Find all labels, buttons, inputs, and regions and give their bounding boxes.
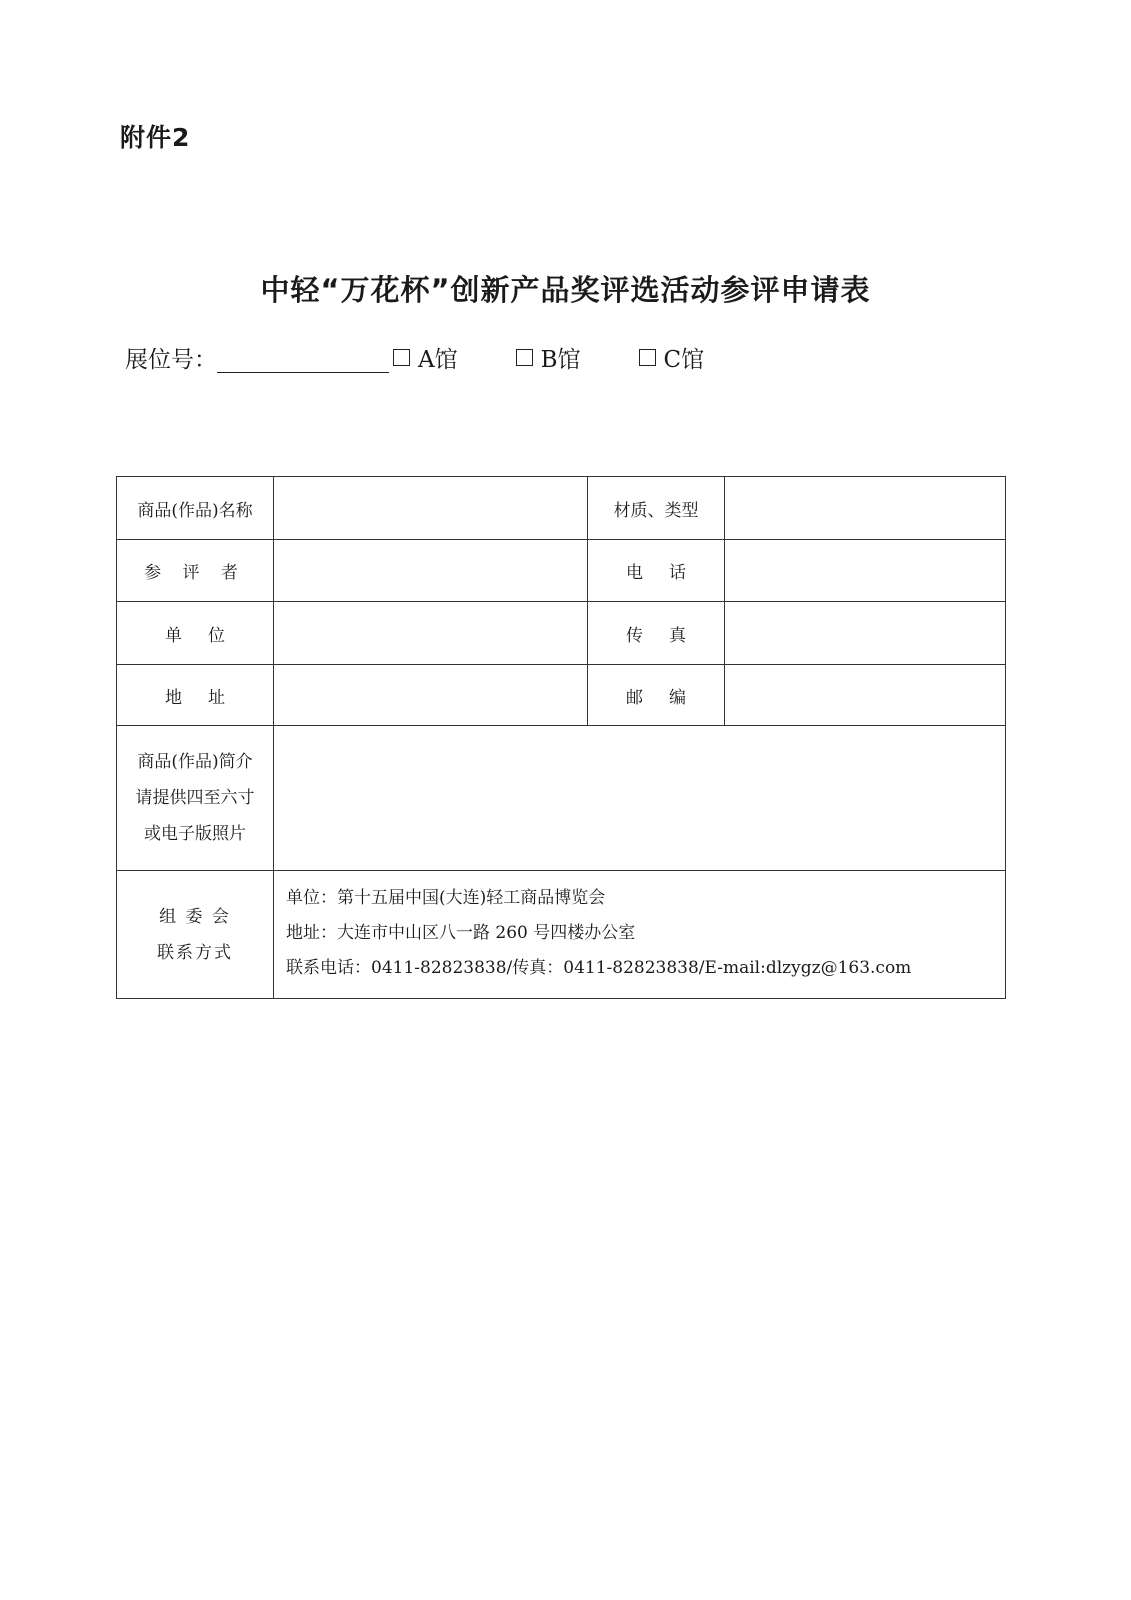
table-row — [117, 540, 1006, 602]
table-row — [117, 665, 1006, 726]
postcode-label: 邮编 — [588, 665, 725, 726]
phone-field[interactable] — [725, 540, 1006, 602]
committee-label-line: 组 委 会 — [159, 906, 231, 927]
committee-label — [117, 871, 274, 999]
contact-address: 地址：大连市中山区八一路 260 号四楼办公室 — [286, 923, 636, 943]
application-form-table — [116, 476, 1006, 999]
contact-info — [274, 871, 1006, 999]
booth-row — [125, 340, 704, 374]
table-row — [117, 871, 1006, 999]
committee-label-line: 联系方式 — [157, 942, 233, 963]
table-row — [117, 477, 1006, 540]
booth-label: 展位号： — [125, 346, 217, 373]
booth-number-field[interactable] — [217, 342, 389, 373]
attachment-label: 附件2 — [120, 123, 191, 152]
product-name-label: 商品(作品)名称 — [117, 477, 274, 540]
product-name-field[interactable] — [274, 477, 588, 540]
fax-field[interactable] — [725, 602, 1006, 665]
hall-c-checkbox[interactable] — [639, 349, 656, 366]
hall-a-option[interactable] — [393, 341, 458, 374]
unit-field[interactable] — [274, 602, 588, 665]
hall-a-checkbox[interactable] — [393, 349, 410, 366]
intro-label-line: 商品(作品)简介 — [137, 752, 253, 772]
form-title: 中轻“万花杯”创新产品奖评选活动参评申请表 — [260, 273, 871, 307]
postcode-field[interactable] — [725, 665, 1006, 726]
contact-phone-email: 联系电话：0411-82823838/传真：0411-82823838/E-mail:dlzygz@163.com — [286, 958, 912, 978]
hall-b-option[interactable] — [516, 341, 581, 374]
participant-field[interactable] — [274, 540, 588, 602]
hall-c-label: C馆 — [663, 346, 705, 373]
material-type-field[interactable] — [725, 477, 1006, 540]
unit-label: 单位 — [117, 602, 274, 665]
hall-c-option[interactable] — [639, 341, 705, 374]
table-row — [117, 602, 1006, 665]
table-row — [117, 726, 1006, 871]
address-label: 地址 — [117, 665, 274, 726]
material-type-label: 材质、类型 — [588, 477, 725, 540]
participant-label: 参 评 者 — [117, 540, 274, 602]
intro-field[interactable] — [274, 726, 1006, 871]
intro-label-line: 请提供四至六寸 — [135, 788, 255, 808]
phone-label: 电话 — [588, 540, 725, 602]
fax-label: 传真 — [588, 602, 725, 665]
address-field[interactable] — [274, 665, 588, 726]
contact-unit: 单位：第十五届中国(大连)轻工商品博览会 — [286, 888, 606, 908]
hall-b-label: B馆 — [540, 346, 581, 373]
hall-b-checkbox[interactable] — [516, 349, 533, 366]
intro-label-line: 或电子版照片 — [144, 824, 246, 844]
intro-label — [117, 726, 274, 871]
hall-a-label: A馆 — [418, 346, 458, 373]
